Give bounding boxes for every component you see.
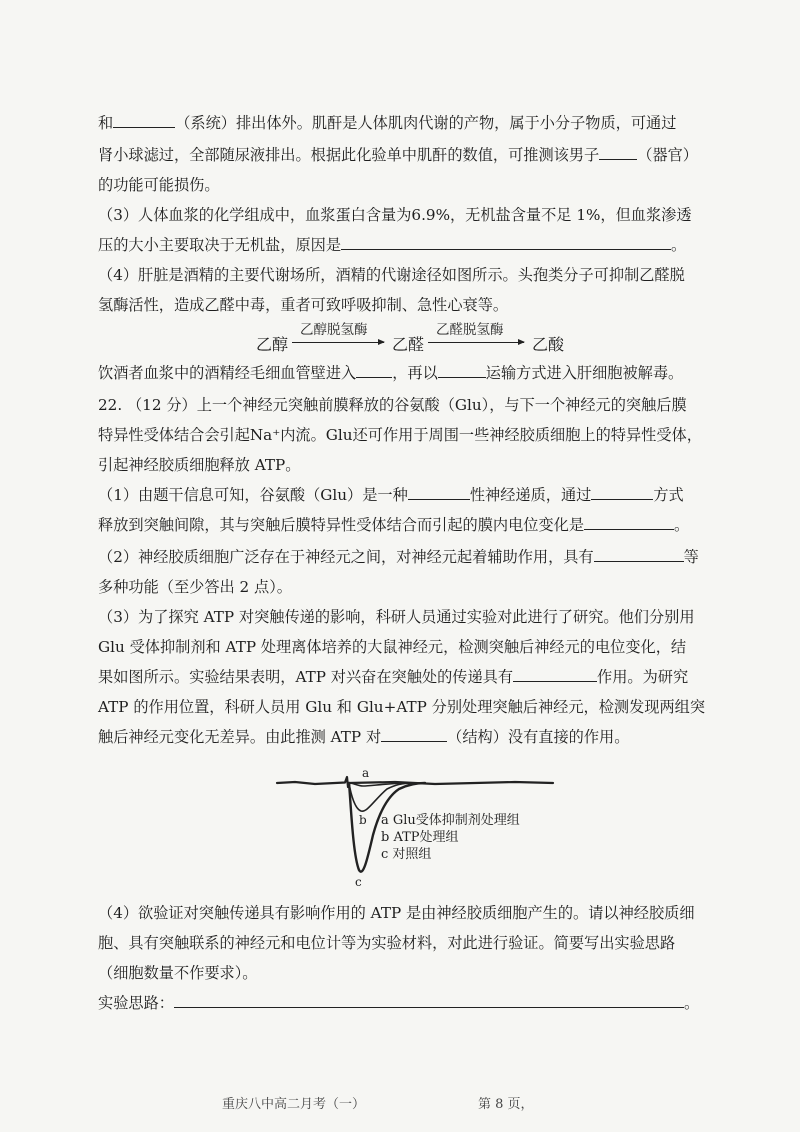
text-line xyxy=(98,726,714,748)
text: 释放到突触间隙，其与突触后膜特异性受体结合而引起的膜内电位变化是 xyxy=(98,516,584,534)
text-line xyxy=(98,234,714,256)
text: 作用。为研究 xyxy=(597,668,689,686)
answer-blank[interactable] xyxy=(591,484,653,500)
answer-blank[interactable] xyxy=(341,234,671,250)
pathway-intermediate: 乙醛 xyxy=(392,335,425,354)
pathway-enzyme-2: 乙醛脱氢酶 xyxy=(436,322,504,338)
text-line xyxy=(98,666,714,688)
arrow-icon xyxy=(428,342,524,343)
text-line: （细胞数量不作要求）。 xyxy=(98,964,258,982)
text: ，再以 xyxy=(392,364,438,382)
text-line: 的功能可能损伤。 xyxy=(98,176,220,194)
text-line: 胞、具有突触联系的神经元和电位计等为实验材料，对此进行验证。简要写出实验思路 xyxy=(98,934,676,952)
question-22-header: 22. （12 分）上一个神经元突触前膜释放的谷氨酸（Glu），与下一个神经元的突触后膜 xyxy=(98,396,687,414)
text-line xyxy=(98,144,714,166)
curve-label-c: c xyxy=(355,875,362,889)
legend-item: a Glu受体抑制剂处理组 xyxy=(381,813,520,828)
footer-page-number: 第 8 页， xyxy=(478,1097,534,1112)
text-line xyxy=(98,546,714,568)
text: 运输方式进入肝细胞被解毒。 xyxy=(485,364,684,382)
text: 等 xyxy=(683,548,699,566)
answer-blank[interactable] xyxy=(174,992,684,1008)
text: （1）由题干信息可知，谷氨酸（Glu）是一种 xyxy=(98,486,408,504)
text-line: Glu 受体抑制剂和 ATP 处理离体培养的大鼠神经元，检测突触后神经元的电位变化，结 xyxy=(98,638,687,656)
curve-label-a: a xyxy=(362,766,370,780)
pathway-substrate: 乙醇 xyxy=(256,335,289,354)
text: 。 xyxy=(683,994,700,1012)
answer-blank[interactable] xyxy=(408,484,470,500)
text: 。 xyxy=(674,516,690,534)
answer-blank[interactable] xyxy=(438,362,486,378)
answer-blank[interactable] xyxy=(356,362,392,378)
text-line: 多种功能（至少答出 2 点）。 xyxy=(98,578,292,596)
answer-blank[interactable] xyxy=(113,112,175,128)
text: 方式 xyxy=(653,486,684,504)
answer-blank[interactable] xyxy=(381,726,447,742)
text-line xyxy=(98,112,714,134)
footer-exam-name: 重庆八中高二月考（一） xyxy=(222,1097,366,1112)
text-line: （3）为了探究 ATP 对突触传递的影响，科研人员通过实验对此进行了研究。他们分别用 xyxy=(98,608,695,626)
alcohol-metabolism-pathway xyxy=(250,318,580,358)
text-line xyxy=(98,992,714,1014)
text-line: （4）欲验证对突触传递具有影响作用的 ATP 是由神经胶质细胞产生的。请以神经胶质细 xyxy=(98,904,695,922)
text: 实验思路： xyxy=(98,994,174,1012)
pathway-enzyme-1: 乙醇脱氢酶 xyxy=(300,322,368,338)
text: （系统）排出体外。肌酐是人体肌肉代谢的产物，属于小分子物质，可通过 xyxy=(175,114,677,132)
text-line: （4）肝脏是酒精的主要代谢场所，酒精的代谢途径如图所示。头孢类分子可抑制乙醛脱 xyxy=(98,266,685,284)
figure-legend xyxy=(381,812,520,863)
text: 触后神经元变化无差异。由此推测 ATP 对 xyxy=(98,728,382,746)
text: 。 xyxy=(671,236,687,254)
text: （结构）没有直接的作用。 xyxy=(447,728,630,746)
text: （器官） xyxy=(637,146,698,164)
arrow-icon xyxy=(292,342,384,343)
answer-blank[interactable] xyxy=(594,546,684,562)
text-line: ATP 的作用位置，科研人员用 Glu 和 Glu+ATP 分别处理突触后神经元，检测发现两组突 xyxy=(98,698,706,716)
text: 肾小球滤过，全部随尿液排出。根据此化验单中肌酐的数值，可推测该男子 xyxy=(98,146,600,164)
answer-blank[interactable] xyxy=(599,144,637,160)
baseline-trace xyxy=(277,777,553,787)
text-line xyxy=(98,362,714,384)
text: 和 xyxy=(98,114,114,132)
text-line xyxy=(98,484,714,506)
text-line: 引起神经胶质细胞释放 ATP。 xyxy=(98,456,301,474)
legend-item: b ATP处理组 xyxy=(381,830,459,845)
answer-blank[interactable] xyxy=(513,666,597,682)
pathway-product: 乙酸 xyxy=(532,335,565,354)
text-line: 特异性受体结合会引起Na⁺内流。Glu还可作用于周围一些神经胶质细胞上的特异性受体， xyxy=(98,426,702,444)
text-line: 氢酶活性，造成乙醛中毒，重者可致呼吸抑制、急性心衰等。 xyxy=(98,296,509,314)
curve-label-b: b xyxy=(359,813,367,827)
text: （2）神经胶质细胞广泛存在于神经元之间，对神经元起着辅助作用，具有 xyxy=(98,548,594,566)
text: 果如图所示。实验结果表明，ATP 对兴奋在突触处的传递具有 xyxy=(98,668,514,686)
legend-item: c 对照组 xyxy=(381,847,432,862)
text: 性神经递质，通过 xyxy=(469,486,592,504)
text-line: （3）人体血浆的化学组成中，血浆蛋白含量为6.9%，无机盐含量不足 1%，但血浆渗透 xyxy=(98,206,692,224)
text-line xyxy=(98,514,714,536)
text: 压的大小主要取决于无机盐，原因是 xyxy=(98,236,341,254)
answer-blank[interactable] xyxy=(584,514,674,530)
text: 饮酒者血浆中的酒精经毛细血管壁进入 xyxy=(98,364,357,382)
